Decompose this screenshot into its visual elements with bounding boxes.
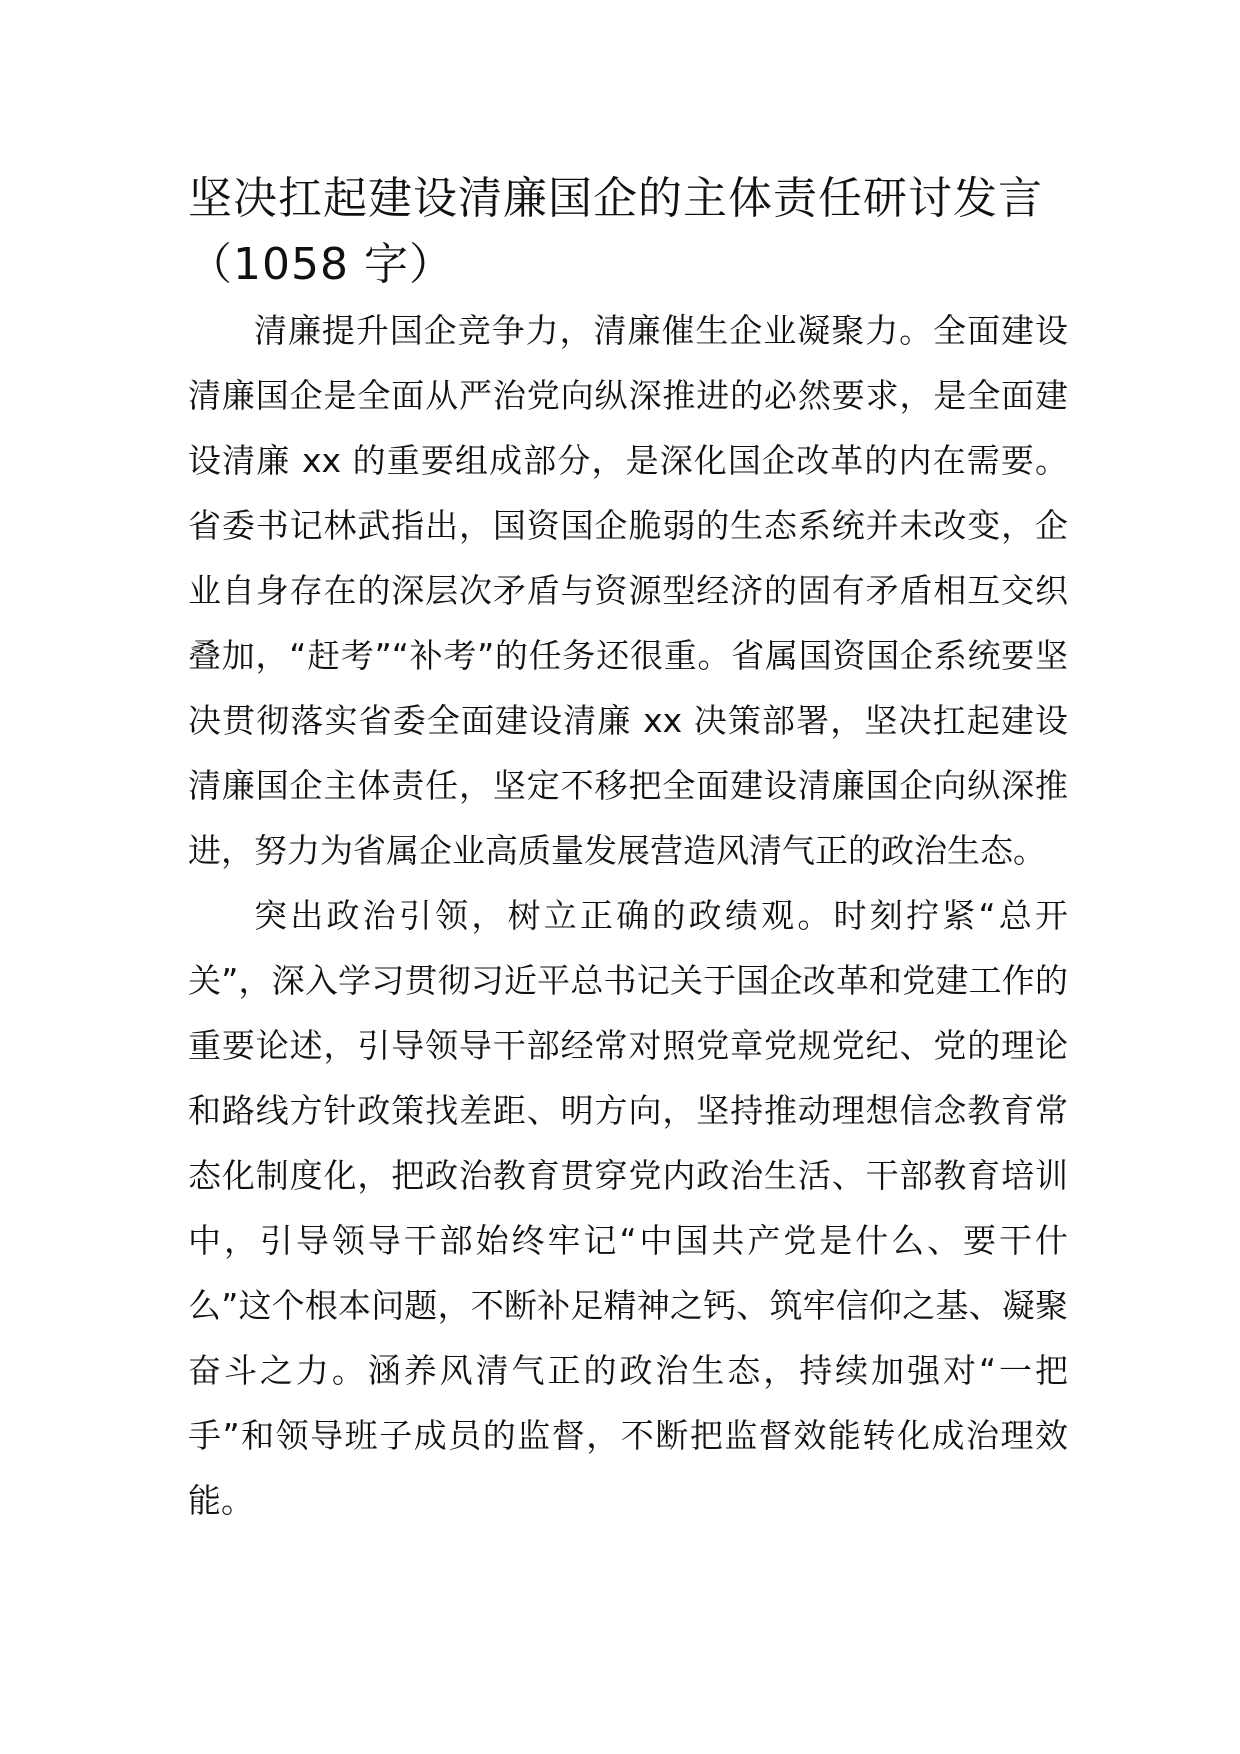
paragraph-1: 清廉提升国企竞争力，清廉催生企业凝聚力。全面建设清廉国企是全面从严治党向纵深推进的必然要求，是全面建设清廉 xx 的重要组成部分，是深化国企改革的内在需要。省委书记林武指出，国资国企脆弱的生态系统并未改变，企业自身存在的深层次矛盾与资源型经济的固有矛盾相互交织叠加，“赶考”“补考”的任务还很重。省属国资国企系统要坚决贯彻落实省委全面建设清廉 xx 决策部署，坚决扛起建设清廉国企主体责任，坚定不移把全面建设清廉国企向纵深推进，努力为省属企业高质量发展营造风清气正的政治生态。 xyxy=(188,311,1068,870)
document-body xyxy=(188,166,1068,1533)
document-title: 坚决扛起建设清廉国企的主体责任研讨发言（1058 字） xyxy=(188,173,1043,290)
paragraph-2: 突出政治引领，树立正确的政绩观。时刻拧紧“总开关”，深入学习贯彻习近平总书记关于国企改革和党建工作的重要论述，引导领导干部经常对照党章党规党纪、党的理论和路线方针政策找差距、明方向，坚持推动理想信念教育常态化制度化，把政治教育贯穿党内政治生活、干部教育培训中，引导领导干部始终牢记“中国共产党是什么、要干什么”这个根本问题，不断补足精神之钙、筑牢信仰之基、凝聚奋斗之力。涵养风清气正的政治生态，持续加强对“一把手”和领导班子成员的监督，不断把监督效能转化成治理效能。 xyxy=(188,896,1068,1520)
